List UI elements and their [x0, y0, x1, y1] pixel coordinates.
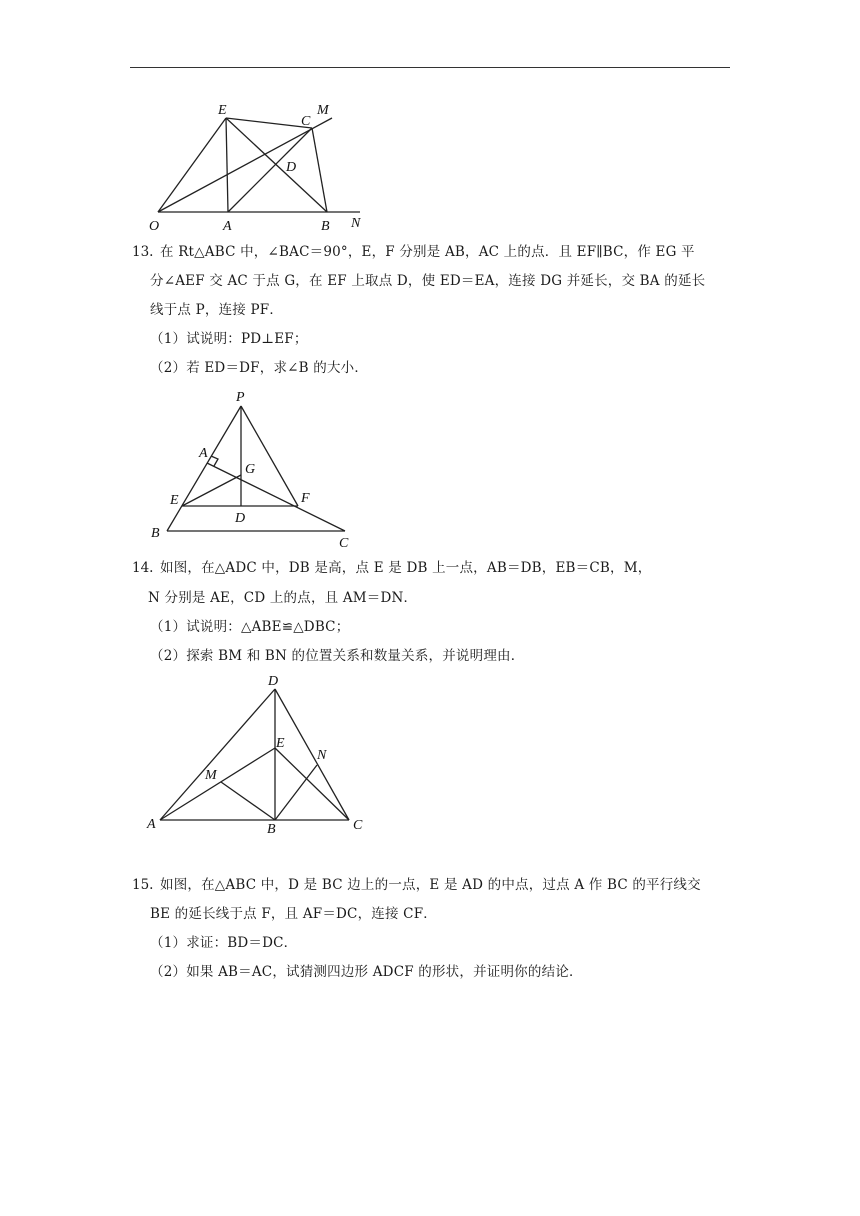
- label-F: F: [301, 491, 310, 506]
- label-A: A: [223, 219, 232, 234]
- label-B: B: [321, 219, 330, 234]
- line-AD: [160, 689, 275, 820]
- line-OM: [158, 118, 332, 212]
- question-13-line-3: 线于点 P，连接 PF．: [150, 302, 284, 318]
- label-C: C: [339, 536, 349, 551]
- label-D: D: [286, 160, 297, 175]
- label-E: E: [276, 736, 285, 751]
- question-15-part-1: （1）求证：BD＝DC．: [150, 935, 298, 951]
- label-A: A: [147, 817, 156, 832]
- header-rule: [130, 67, 730, 68]
- figure-q12: [140, 95, 380, 240]
- question-14-number: 14.: [132, 560, 154, 576]
- line-EB: [226, 118, 327, 212]
- label-C: C: [353, 818, 363, 833]
- question-14-line-2: N 分别是 AE，CD 上的点，且 AM＝DN．: [148, 590, 418, 606]
- line-DC: [275, 689, 349, 820]
- question-15-line-1: 如图，在△ABC 中，D 是 BC 边上的一点，E 是 AD 的中点，过点 A 作 BC 的平行线交: [160, 877, 701, 893]
- line-EC: [226, 118, 312, 128]
- question-13-line-1: 在 Rt△ABC 中，∠BAC＝90°，E，F 分别是 AB，AC 上的点．且 EF∥BC，作 EG 平: [160, 244, 695, 260]
- question-13-line-2: 分∠AEF 交 AC 于点 G，在 EF 上取点 D，使 ED＝EA，连接 DG 并延长，交 BA 的延长: [150, 273, 706, 289]
- label-M: M: [205, 768, 217, 783]
- label-D: D: [268, 674, 279, 689]
- label-D: D: [235, 511, 246, 526]
- line-AC: [228, 128, 312, 212]
- question-14-part-2: （2）探索 BM 和 BN 的位置关系和数量关系，并说明理由．: [150, 648, 525, 664]
- line-MB: [221, 782, 275, 820]
- question-15-number: 15.: [132, 877, 154, 893]
- question-15-line-2: BE 的延长线于点 F，且 AF＝DC，连接 CF．: [150, 906, 437, 922]
- label-A: A: [199, 446, 208, 461]
- label-P: P: [236, 390, 245, 405]
- question-14-line-1: 如图，在△ADC 中，DB 是高，点 E 是 DB 上一点，AB＝DB，EB＝CB，M，: [160, 560, 652, 576]
- label-N: N: [317, 748, 327, 763]
- line-PF: [241, 406, 298, 506]
- line-OE: [158, 118, 226, 212]
- line-EA: [226, 118, 228, 212]
- figure-q13: [145, 385, 365, 550]
- line-BN: [275, 765, 317, 820]
- question-14-part-1: （1）试说明：△ABE≌△DBC；: [150, 619, 350, 635]
- label-E: E: [170, 493, 179, 508]
- question-15-part-2: （2）如果 AB＝AC，试猜测四边形 ADCF 的形状，并证明你的结论．: [150, 964, 583, 980]
- label-B: B: [267, 822, 276, 837]
- right-angle-mark: [211, 456, 218, 466]
- question-13-number: 13.: [132, 244, 154, 260]
- label-M: M: [317, 103, 329, 118]
- question-13-part-1: （1）试说明：PD⊥EF；: [150, 331, 308, 347]
- question-13-part-2: （2）若 ED＝DF，求∠B 的大小．: [150, 360, 369, 376]
- label-N: N: [351, 216, 361, 231]
- line-AE: [160, 748, 275, 820]
- label-C: C: [301, 114, 311, 129]
- line-AC: [207, 463, 345, 531]
- line-PB: [167, 406, 241, 531]
- label-O: O: [149, 219, 160, 234]
- line-EC: [275, 748, 349, 820]
- figure-q14: [145, 670, 375, 840]
- label-E: E: [218, 103, 227, 118]
- label-G: G: [245, 462, 256, 477]
- label-B: B: [151, 526, 160, 541]
